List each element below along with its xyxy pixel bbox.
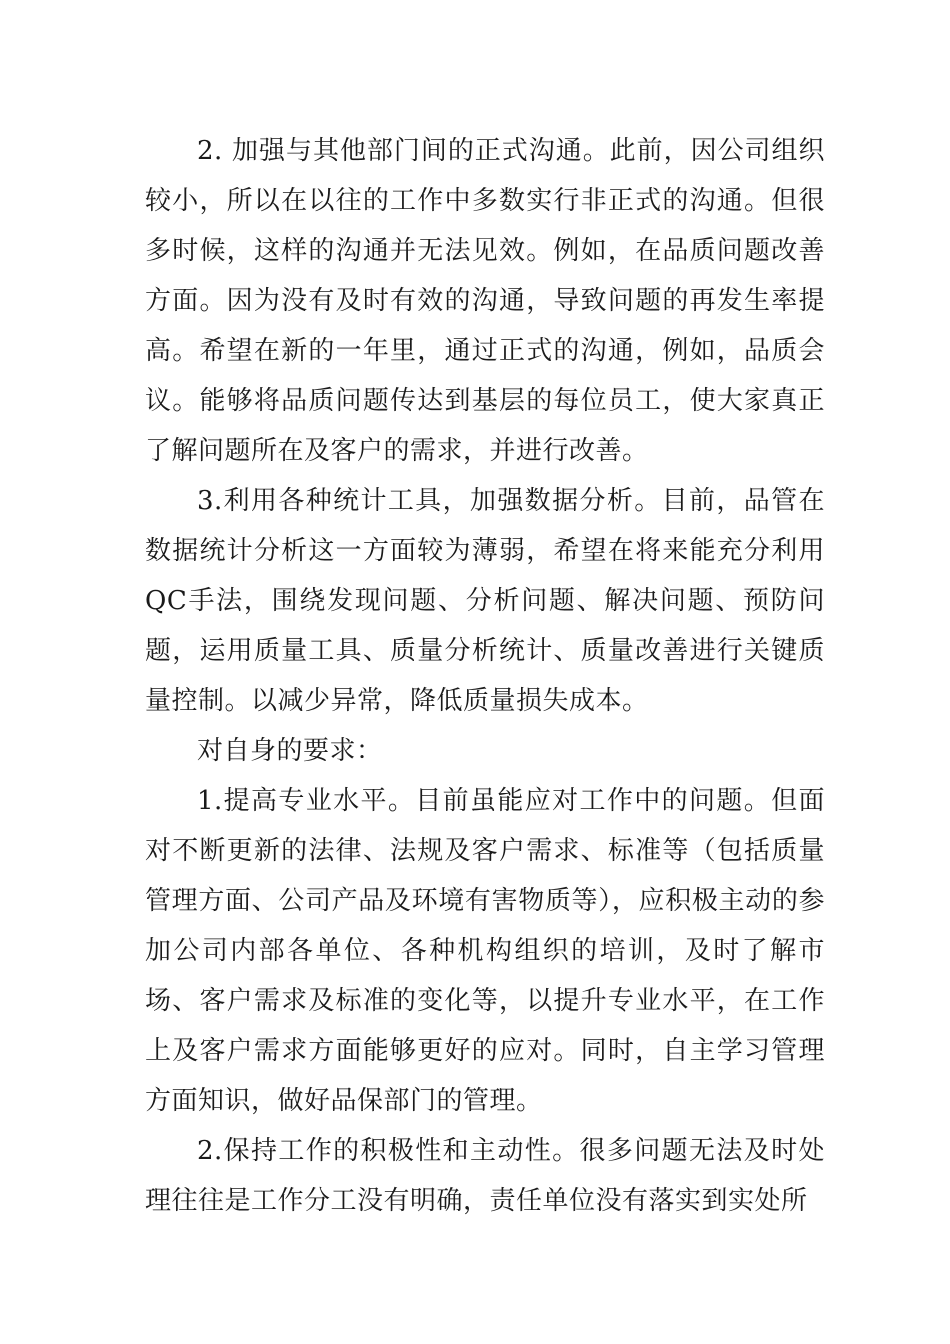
document-body (145, 126, 825, 1226)
paragraph-self-requirements-heading: 对自身的要求： (197, 736, 383, 766)
paragraph-work-initiative: 2.保持工作的积极性和主动性。很多问题无法及时处理往往是工作分工没有明确，责任单位没有落实到实处所 (145, 1136, 825, 1216)
paragraph-communication: 2. 加强与其他部门间的正式沟通。此前，因公司组织较小，所以在以往的工作中多数实行非正式的沟通。但很多时候，这样的沟通并无法见效。例如，在品质问题改善方面。因为没有及时有效的沟通，导致问题的再发生率提高。希望在新的一年里，通过正式的沟通，例如，品质会议。能够将品质问题传达到基层的每位员工，使大家真正了解问题所在及客户的需求，并进行改善。 (145, 136, 825, 466)
paragraph-professional-level: 1.提高专业水平。目前虽能应对工作中的问题。但面对不断更新的法律、法规及客户需求、标准等（包括质量管理方面、公司产品及环境有害物质等），应积极主动的参加公司内部各单位、各种机构组织的培训，及时了解市场、客户需求及标准的变化等，以提升专业水平，在工作上及客户需求方面能够更好的应对。同时，自主学习管理方面知识，做好品保部门的管理。 (145, 786, 825, 1116)
paragraph-statistics: 3.利用各种统计工具，加强数据分析。目前，品管在数据统计分析这一方面较为薄弱，希望在将来能充分利用QC手法，围绕发现问题、分析问题、解决问题、预防问题，运用质量工具、质量分析统计、质量改善进行关键质量控制。以减少异常，降低质量损失成本。 (145, 486, 825, 716)
